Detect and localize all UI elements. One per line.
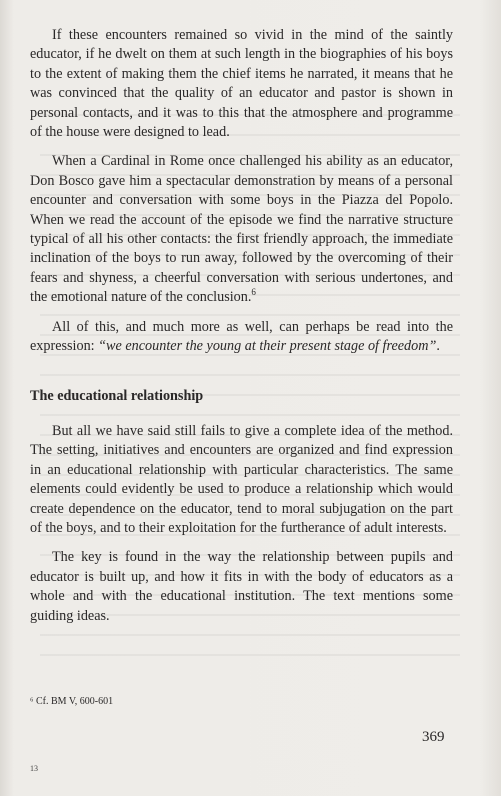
- footnote: ⁶ Cf. BM V, 600-601: [30, 696, 114, 707]
- body-text: [30, 26, 453, 626]
- paragraph-cardinal: [30, 152, 453, 307]
- paragraph-method: But all we have said still fails to give a complete idea of the method. The setting, initiatives and encounters are organized and find expression in an educational relationship with particular characteristics. The same elements could evidently be used to produce a relationship which would create dependence on the educator, tend to moral subjugation on the part of the boys, and to their exploitation for the furtherance of adult interests.: [30, 422, 453, 536]
- expression-quote: “we encounter the young at their present stage of freedom”: [98, 338, 437, 355]
- page-number: 369: [422, 729, 445, 745]
- paragraph-encounters: If these encounters remained so vivid in the mind of the saintly educator, if he dwelt on them at such length in the biographies of his boys to the extent of making them the chief items he narrated, it means that he was convinced that the quality of an educator and pastor is shown in personal contacts, and it was to this that the atmosphere and programme of the house were designed to lead.: [30, 27, 453, 141]
- section-heading: The educational relationship: [30, 387, 204, 404]
- footnote-marker: 6: [251, 287, 256, 298]
- expression-end: .: [436, 338, 440, 355]
- paragraph-expression: [30, 318, 453, 357]
- signature-mark: 13: [30, 764, 38, 773]
- expression-lead: All of this, and much more as well, can perhaps be read into the expression:: [30, 318, 453, 355]
- paragraph-cardinal-text: When a Cardinal in Rome once challenged his ability as an educator, Don Bosco gave him a spectacular demonstration by means of a personal encounter and conversation with some boys in the Piazza del Popolo. When we read the account of the episode we find the narrative structure typical of all his other contacts: the first friendly approach, the immediate inclination of the boys to run away, followed by the overcoming of their fears and shyness, a cheerful conversation with serious undertones, and the emotional nature of the conclusion.: [30, 153, 453, 306]
- paragraph-key: The key is found in the way the relationship between pupils and educator is built up, and how it fits in with the body of educators as a whole and with the educational institution. The text mentions some guiding ideas.: [30, 549, 453, 624]
